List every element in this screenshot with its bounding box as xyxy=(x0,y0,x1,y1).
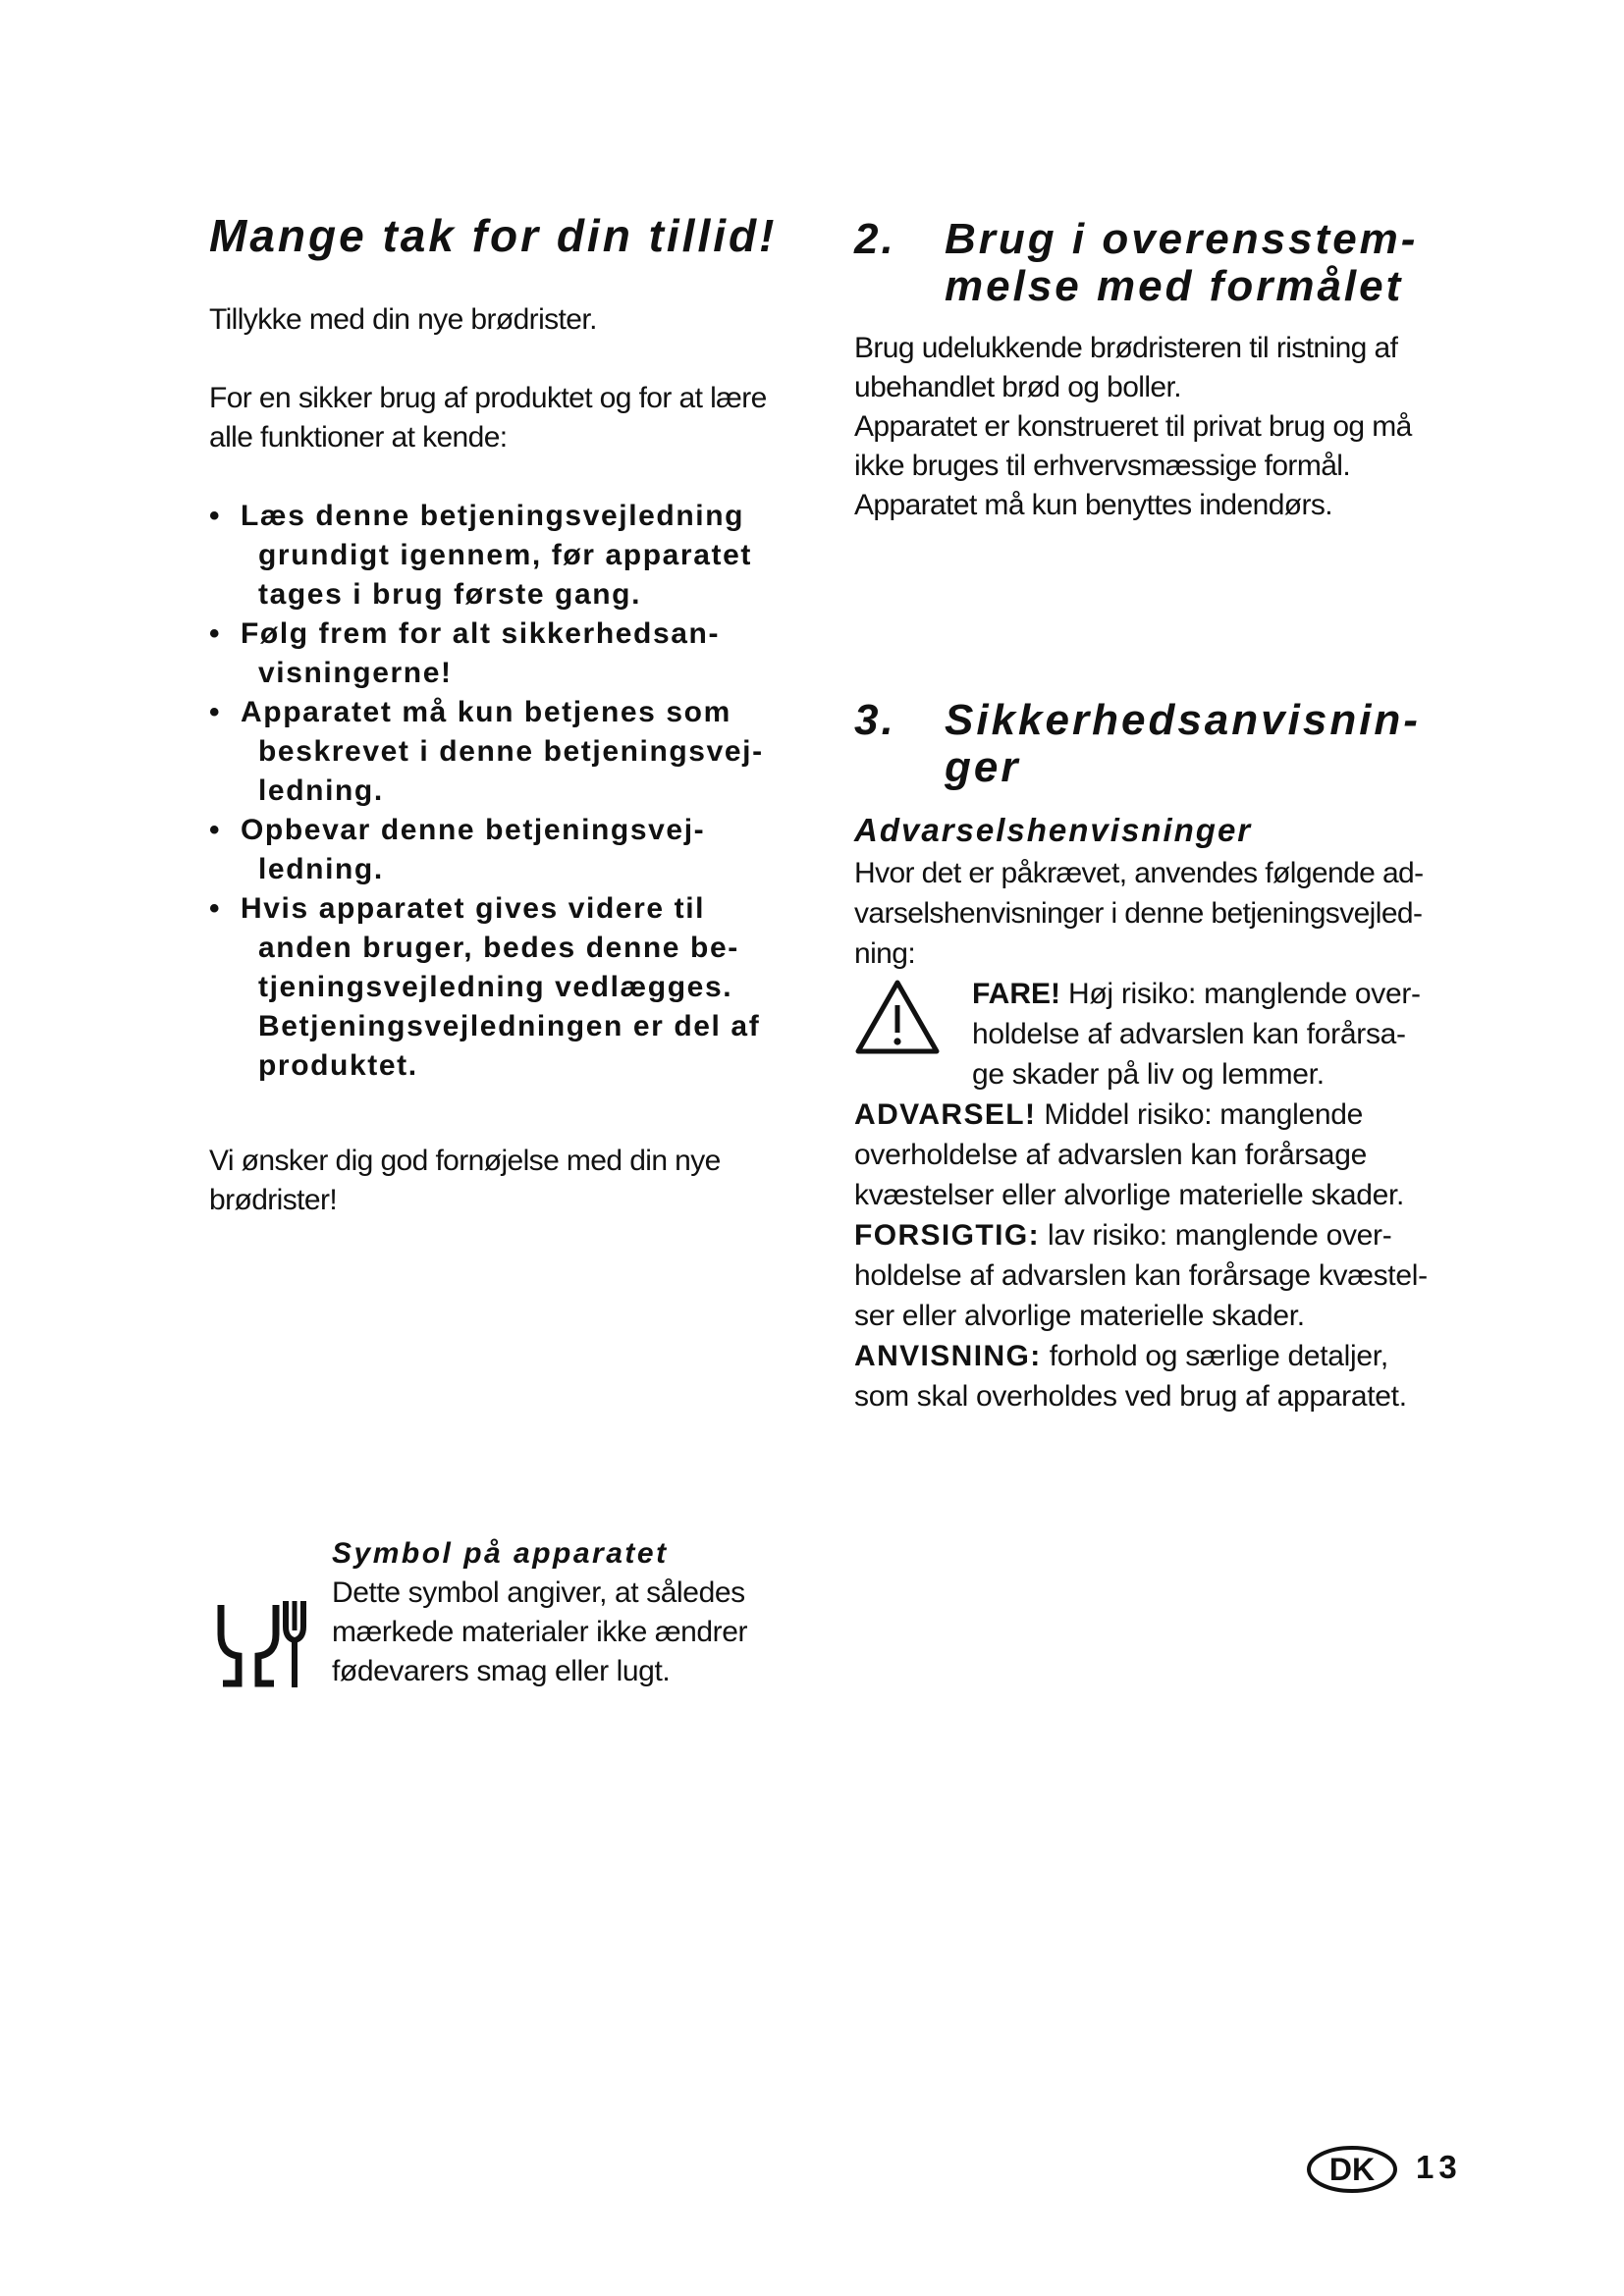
notice-entry xyxy=(854,1336,1492,1416)
warnings-intro xyxy=(854,853,1483,974)
warning-entry xyxy=(854,1095,1492,1215)
bullet-line: Opbevar denne betjeningsvej- xyxy=(241,814,706,846)
section-2-title-line-1: Brug i overensstem- xyxy=(945,215,1419,263)
warning-text: overholdelse af advarslen kan forårsage xyxy=(854,1139,1367,1171)
danger-entry xyxy=(854,974,1492,1095)
country-code: DK xyxy=(1328,2152,1376,2187)
intro-purpose xyxy=(209,379,838,457)
closing-wish xyxy=(209,1142,838,1220)
section-3-number: 3. xyxy=(854,696,896,744)
danger-text: ge skader på liv og lemmer. xyxy=(972,1058,1325,1091)
section-3-heading xyxy=(854,697,1421,791)
bullet-dot: • xyxy=(209,814,222,846)
section-2-body xyxy=(854,329,1483,525)
symbol-title: Symbol på apparatet xyxy=(332,1537,669,1570)
danger-text: holdelse af advarslen kan forårsa- xyxy=(972,1018,1406,1050)
section-2-line: ubehandlet brød og boller. xyxy=(854,371,1181,403)
bullet-line: Følg frem for alt sikkerhedsan- xyxy=(241,617,721,650)
page-number: 13 xyxy=(1416,2149,1462,2185)
bullet-dot: • xyxy=(209,500,222,532)
warnings-intro-line: Hvor det er påkrævet, anvendes følgende ad- xyxy=(854,857,1424,889)
symbol-line: mærkede materialer ikke ændrer xyxy=(332,1616,748,1648)
instruction-list xyxy=(209,497,847,1086)
country-badge xyxy=(1306,2145,1398,2194)
notice-text: som skal overholdes ved brug af apparatet. xyxy=(854,1380,1407,1413)
section-2-heading xyxy=(854,216,1418,310)
section-2-title-line-2: melse med formålet xyxy=(945,262,1404,310)
bullet-line: produktet. xyxy=(258,1049,418,1082)
warnings-intro-line: varselshenvisninger i denne betjeningsvejled- xyxy=(854,897,1423,930)
food-safe-glass-fork-icon xyxy=(215,1597,309,1693)
intro-purpose-line-1: For en sikker brug af produktet og for at lære xyxy=(209,382,767,414)
bullet-line: Betjeningsvejledningen er del af xyxy=(258,1010,761,1042)
bullet-line: Apparatet må kun betjenes som xyxy=(241,696,731,728)
caution-entry xyxy=(854,1215,1492,1336)
caution-text: lav risiko: manglende over- xyxy=(1040,1219,1392,1252)
bullet-dot: • xyxy=(209,617,222,650)
bullet-line: tages i brug første gang. xyxy=(258,578,642,611)
notice-text: forhold og særlige detaljer, xyxy=(1041,1340,1388,1372)
list-item xyxy=(209,614,847,693)
section-2-line: Apparatet er konstrueret til privat brug og må xyxy=(854,410,1412,443)
warning-triangle-icon xyxy=(854,978,941,1056)
closing-line-1: Vi ønsker dig god fornøjelse med din nye xyxy=(209,1145,721,1177)
caution-text: ser eller alvorlige materielle skader. xyxy=(854,1300,1305,1332)
intro-congrats: Tillykke med din nye brødrister. xyxy=(209,303,597,336)
warning-text: Middel risiko: manglende xyxy=(1036,1098,1364,1131)
section-2-line: ikke bruges til erhvervsmæssige formål. xyxy=(854,450,1351,482)
section-2-line: Apparatet må kun benyttes indendørs. xyxy=(854,489,1333,521)
warning-text: kvæstelser eller alvorlige materielle skader. xyxy=(854,1179,1405,1211)
bullet-line: grundigt igennem, før apparatet xyxy=(258,539,752,571)
bullet-line: Læs denne betjeningsvejledning xyxy=(241,500,745,532)
bullet-line: ledning. xyxy=(258,774,384,807)
list-item xyxy=(209,497,847,614)
section-3-title-line-1: Sikkerhedsanvisnin- xyxy=(945,696,1421,744)
list-item xyxy=(209,693,847,811)
section-2-number: 2. xyxy=(854,215,896,263)
symbol-line: fødevarers smag eller lugt. xyxy=(332,1655,671,1687)
closing-line-2: brødrister! xyxy=(209,1184,338,1216)
caution-label: FORSIGTIG: xyxy=(854,1219,1040,1252)
bullet-line: Hvis apparatet gives videre til xyxy=(241,892,706,925)
warning-levels xyxy=(854,974,1492,1416)
caution-text: holdelse af advarslen kan forårsage kvæstel- xyxy=(854,1259,1428,1292)
bullet-line: tjeningsvejledning vedlægges. xyxy=(258,971,733,1003)
bullet-line: beskrevet i denne betjeningsvej- xyxy=(258,735,764,768)
bullet-line: anden bruger, bedes denne be- xyxy=(258,932,739,964)
page-footer xyxy=(1306,2145,1502,2200)
list-item xyxy=(209,889,847,1086)
page-title: Mange tak for din tillid! xyxy=(209,210,778,261)
danger-label: FARE! xyxy=(972,978,1060,1010)
bullet-dot: • xyxy=(209,696,222,728)
warnings-subheading: Advarselshenvisninger xyxy=(854,812,1253,848)
warning-label: ADVARSEL! xyxy=(854,1098,1037,1131)
intro-purpose-line-2: alle funktioner at kende: xyxy=(209,421,508,454)
list-item xyxy=(209,811,847,889)
bullet-line: visningerne! xyxy=(258,657,453,689)
warnings-intro-line: ning: xyxy=(854,937,916,970)
bullet-line: ledning. xyxy=(258,853,384,885)
bullet-dot: • xyxy=(209,892,222,925)
section-3-title-line-2: ger xyxy=(945,743,1021,791)
notice-label: ANVISNING: xyxy=(854,1340,1042,1372)
symbol-line: Dette symbol angiver, at således xyxy=(332,1576,745,1609)
danger-text: Høj risiko: manglende over- xyxy=(1060,978,1421,1010)
section-2-line: Brug udelukkende brødristeren til ristning af xyxy=(854,332,1398,364)
